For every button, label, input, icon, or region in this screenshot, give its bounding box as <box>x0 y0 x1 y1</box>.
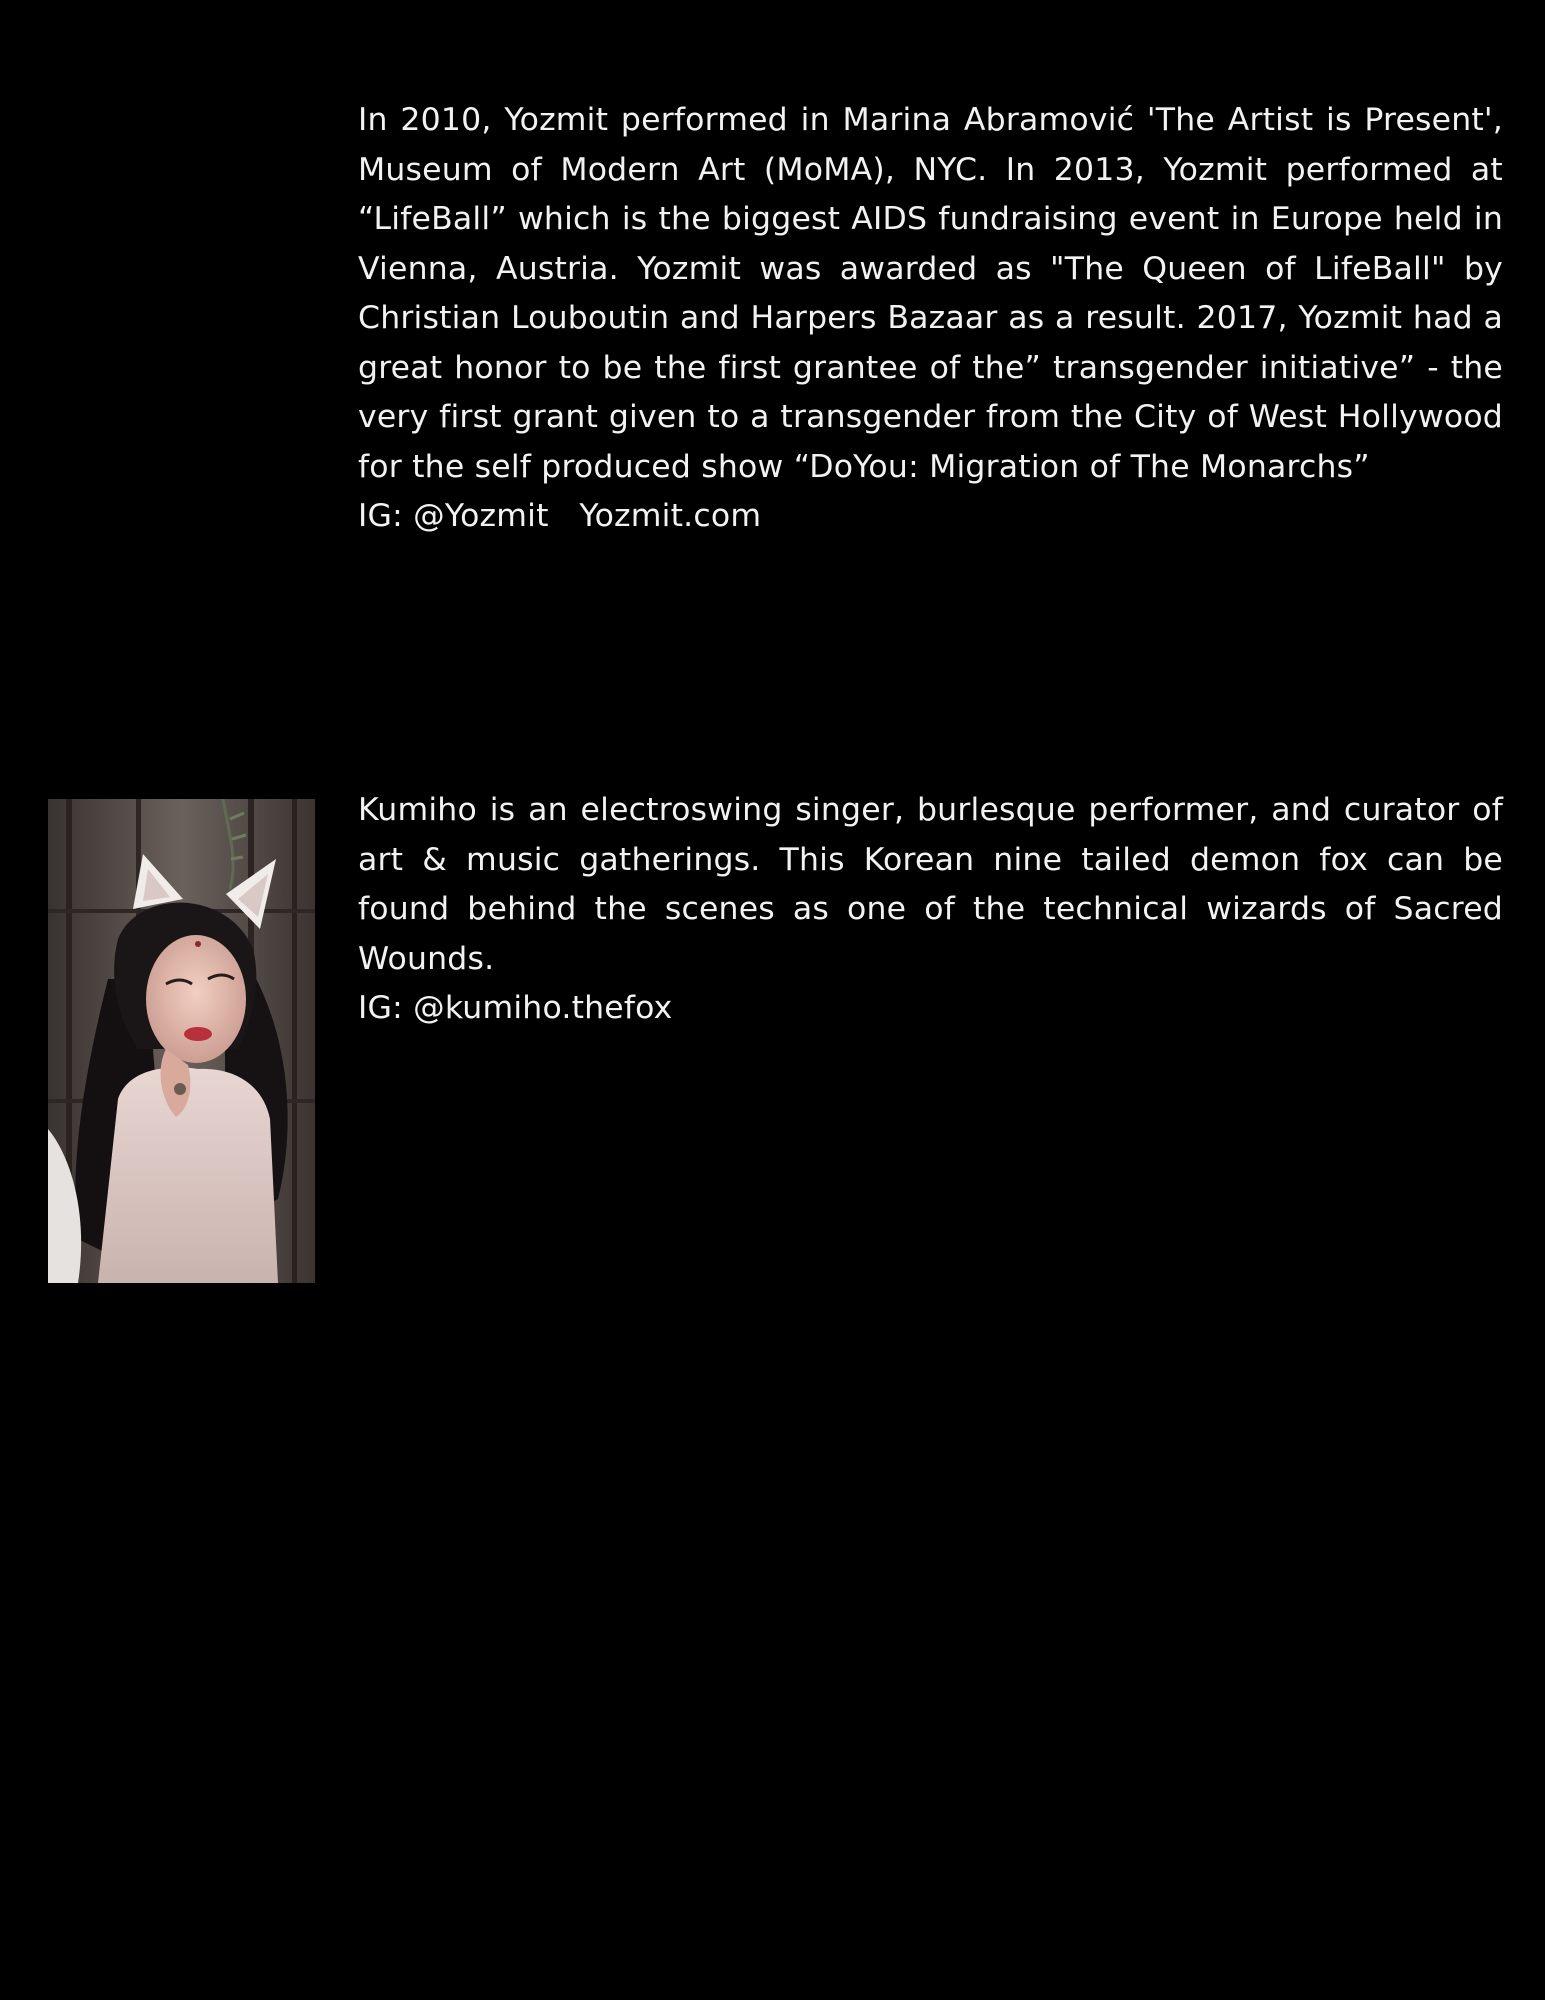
kumiho-portrait-photo <box>48 799 315 1283</box>
bio-kumiho <box>358 786 1503 1034</box>
bio-text: Kumiho is an electroswing singer, burlesque performer, and curator of art & music gatherings. This Korean nine tailed demon fox can be found behind the scenes as one of the technical wizards of Sacred Wounds. <box>358 792 1503 977</box>
bio-social-links[interactable]: IG: @Yozmit Yozmit.com <box>358 498 762 534</box>
bio-text: In 2010, Yozmit performed in Marina Abramović 'The Artist is Present', Museum of Modern Art (MoMA), NYC. In 2013, Yozmit performed at “LifeBall” which is the biggest AIDS fundraising event in Europe held in Vienna, Austria. Yozmit was awarded as "The Queen of LifeBall" by Christian Louboutin and Harpers Bazaar as a result. 2017, Yozmit had a great honor to be the first grantee of the” transgender initiative” - the very first grant given to a transgender from the City of West Hollywood for the self produced show “DoYou: Migration of The Monarchs” <box>358 102 1503 485</box>
bio-social-links[interactable]: IG: @kumiho.thefox <box>358 990 673 1026</box>
bio-yozmit <box>358 96 1503 542</box>
